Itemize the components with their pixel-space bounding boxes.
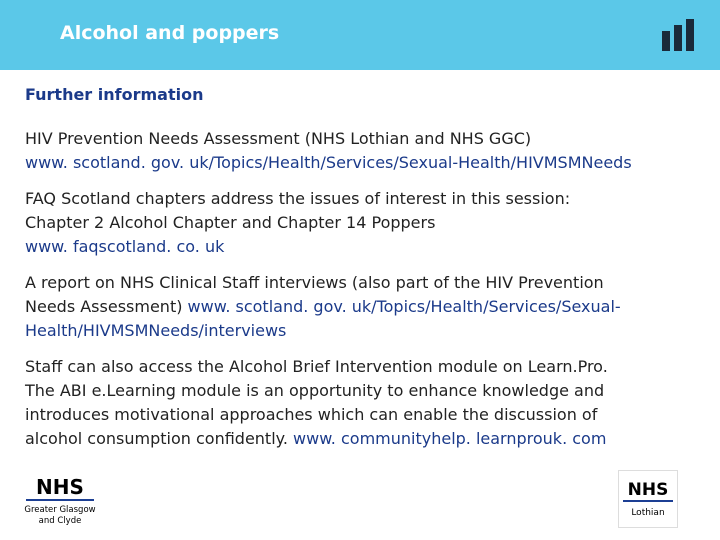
paragraph-text: Staff can also access the Alcohol Brief Intervention module on Learn.Pro. xyxy=(25,357,608,376)
link-learnpro[interactable]: www. communityhelp. learnprouk. com xyxy=(293,429,607,448)
paragraph-needs-assessment xyxy=(25,127,665,175)
logo-nhs-text: NHS xyxy=(627,480,669,500)
paragraph-staff-interviews xyxy=(25,271,665,343)
logo-ggc-line2: and Clyde xyxy=(38,516,82,526)
logo-lothian-line1: Lothian xyxy=(631,508,665,518)
section-heading: Further information xyxy=(25,85,204,104)
nhs-ggc-logo xyxy=(24,472,96,528)
logo-nhs-text: NHS xyxy=(36,475,84,499)
header-bar xyxy=(0,0,720,70)
link-interviews-continued[interactable]: Health/HIVMSMNeeds/interviews xyxy=(25,321,287,340)
paragraph-line xyxy=(25,295,665,319)
paragraph-text: Needs Assessment) xyxy=(25,297,183,316)
paragraph-text: A report on NHS Clinical Staff interviews (also part of the HIV Prevention xyxy=(25,273,604,292)
nhs-lothian-logo xyxy=(618,470,678,528)
paragraph-text: The ABI e.Learning module is an opportunity to enhance knowledge and xyxy=(25,381,605,400)
link-interviews[interactable]: www. scotland. gov. uk/Topics/Health/Services/Sexual- xyxy=(187,297,621,316)
paragraph-text: introduces motivational approaches which can enable the discussion of xyxy=(25,405,598,424)
bar-chart-icon xyxy=(662,19,696,51)
link-needs-assessment[interactable]: www. scotland. gov. uk/Topics/Health/Services/Sexual-Health/HIVMSMNeeds xyxy=(25,153,632,172)
paragraph-learnpro xyxy=(25,355,665,451)
paragraph-text: alcohol consumption confidently. xyxy=(25,429,288,448)
paragraph-text: Chapter 2 Alcohol Chapter and Chapter 14 Poppers xyxy=(25,213,436,232)
page-title: Alcohol and poppers xyxy=(60,22,280,44)
paragraph-text: HIV Prevention Needs Assessment (NHS Lothian and NHS GGC) xyxy=(25,129,532,148)
main-content xyxy=(25,83,665,463)
paragraph-text: FAQ Scotland chapters address the issues of interest in this session: xyxy=(25,189,571,208)
paragraph-faq-scotland xyxy=(25,187,665,259)
link-faq-scotland[interactable]: www. faqscotland. co. uk xyxy=(25,237,225,256)
logo-ggc-line1: Greater Glasgow xyxy=(24,505,96,515)
paragraph-line xyxy=(25,427,665,451)
